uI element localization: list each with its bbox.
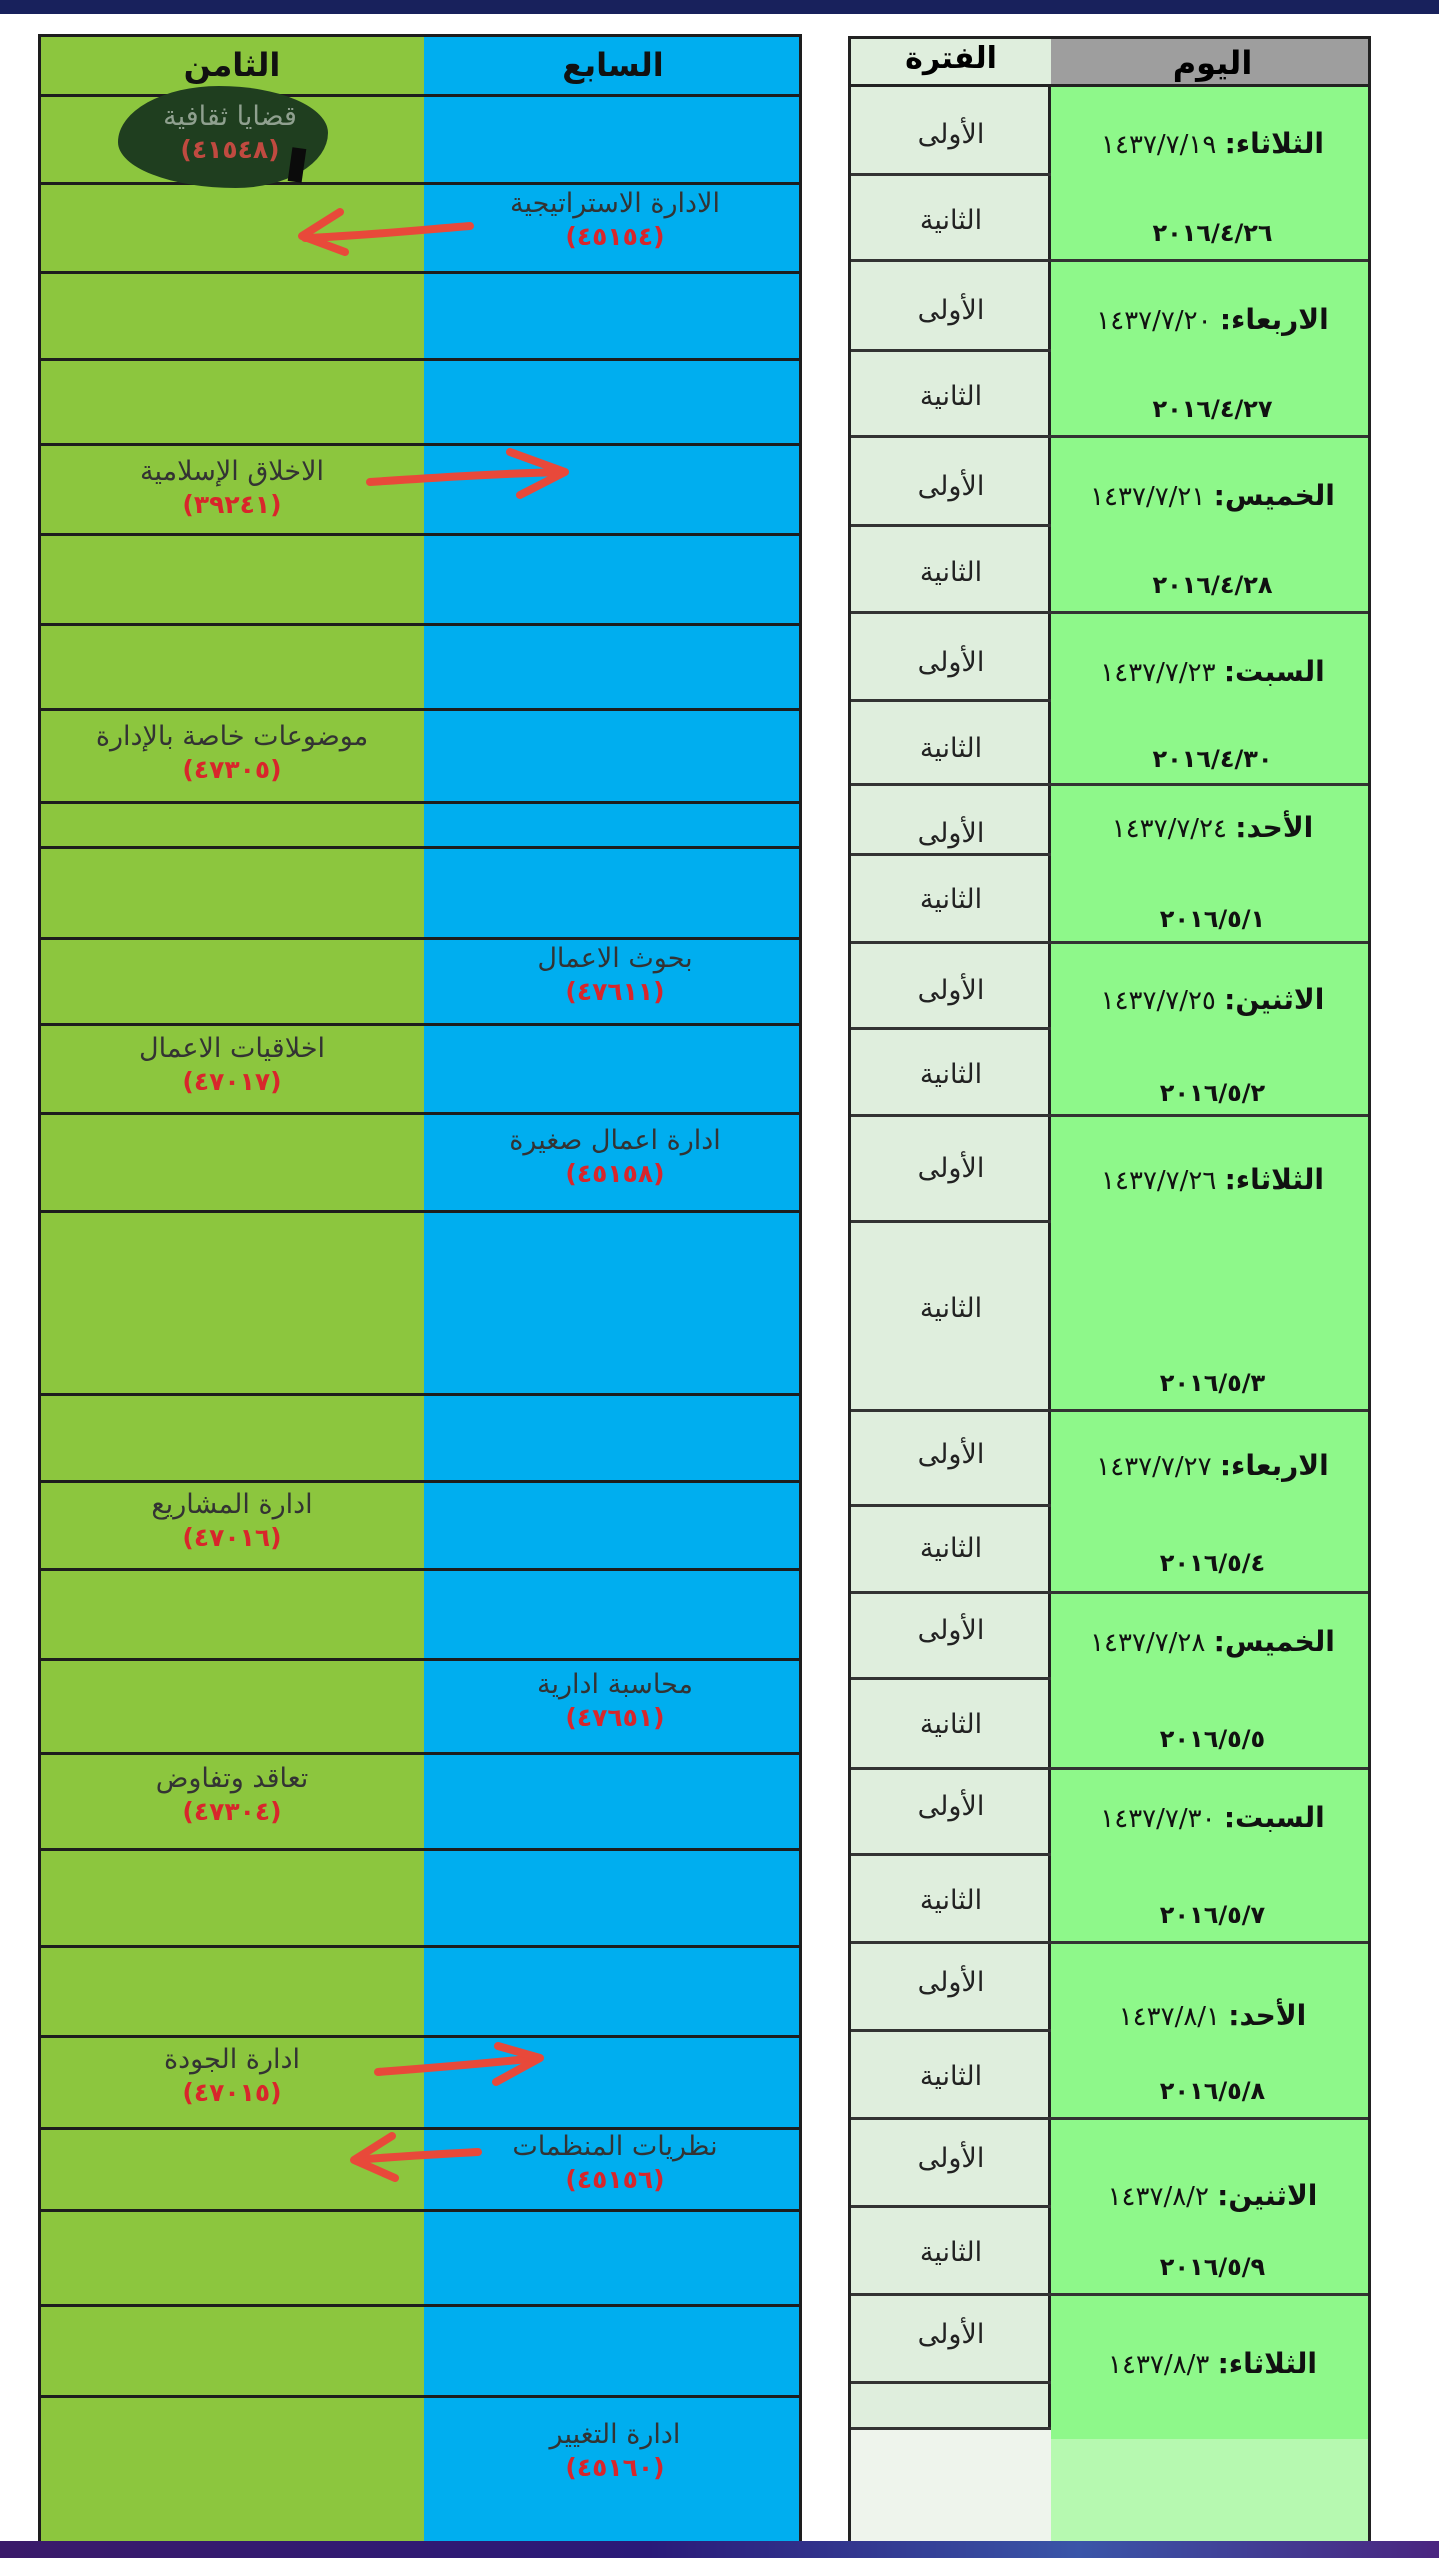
period-first: الأولى [917, 975, 985, 1006]
course-code: (٤٥١٥٤) [565, 221, 665, 251]
course-name: اخلاقيات الاعمال [138, 1033, 326, 1064]
hijri-date: ١٤٣٧/٧/٢٠ [1096, 306, 1212, 336]
gregorian-date: ٢٠١٦/٥/٩ [1159, 2253, 1266, 2281]
eighth-level-column [40, 36, 427, 2556]
period-first: الأولى [917, 1967, 985, 1998]
day-divider [851, 611, 1371, 614]
day-hijri-date [1051, 127, 1371, 160]
course-name: تعاقد وتفاوض [155, 1763, 309, 1794]
course-cell [40, 455, 424, 520]
course-name: ادارة التغيير [549, 2419, 681, 2450]
eighth-level-header: الثامن [183, 46, 281, 84]
day-hijri-date [1051, 1801, 1371, 1834]
period-first: الأولى [917, 295, 985, 326]
day-name: الثلاثاء: [1224, 1163, 1324, 1196]
hijri-date: ١٤٣٧/٧/٢١ [1090, 482, 1206, 512]
course-cell [440, 1124, 790, 1189]
period-first: الأولى [917, 1439, 985, 1470]
hijri-date: ١٤٣٧/٧/٢٧ [1096, 1452, 1212, 1482]
row-divider [40, 358, 802, 361]
period-divider [851, 1220, 1051, 1223]
hijri-date: ١٤٣٧/٨/٣ [1108, 2350, 1210, 2380]
day-name: الأحد: [1235, 811, 1314, 844]
course-cell [440, 1668, 790, 1733]
period-second: الثانية [919, 1059, 983, 1090]
day-hijri-date [1051, 1449, 1371, 1482]
course-code: (٤٧٦٥١) [565, 1702, 665, 1732]
row-divider [40, 2395, 802, 2398]
day-hijri-date [1051, 811, 1371, 844]
row-divider [40, 1112, 802, 1115]
row-divider [40, 2209, 802, 2212]
row-divider [40, 1393, 802, 1396]
day-hijri-date [1051, 983, 1371, 1016]
day-name: السبت: [1223, 655, 1325, 688]
period-first: الأولى [917, 818, 985, 849]
gregorian-date: ٢٠١٦/٤/٣٠ [1152, 745, 1273, 773]
day-name: الأحد: [1228, 1999, 1307, 2032]
day-divider [851, 1409, 1371, 1412]
course-cell [40, 1032, 424, 1097]
course-code: (٤١٥٤٨) [180, 134, 280, 164]
day-divider [851, 1114, 1371, 1117]
course-cell [440, 942, 790, 1007]
course-name: ادارة اعمال صغيرة [509, 1125, 721, 1156]
hijri-date: ١٤٣٧/٧/٢٦ [1101, 1166, 1217, 1196]
period-first: الأولى [917, 471, 985, 502]
day-name: الثلاثاء: [1217, 2347, 1317, 2380]
row-divider [40, 623, 802, 626]
day-divider [851, 783, 1371, 786]
row-divider [40, 801, 802, 804]
gregorian-date: ٢٠١٦/٤/٢٨ [1152, 571, 1273, 599]
course-name: قضايا ثقافية [163, 101, 297, 132]
course-cell [440, 187, 790, 252]
course-code: (٣٩٢٤١) [182, 489, 282, 519]
period-second: الثانية [919, 2061, 983, 2092]
course-cell [440, 2418, 790, 2483]
day-divider [851, 259, 1371, 262]
day-name: الاربعاء: [1219, 303, 1329, 336]
row-divider [40, 846, 802, 849]
gregorian-date: ٢٠١٦/٥/٧ [1159, 1901, 1266, 1929]
gregorian-date: ٢٠١٦/٤/٢٧ [1152, 395, 1273, 423]
course-cell [70, 100, 390, 165]
hijri-date: ١٤٣٧/٨/٢ [1107, 2182, 1209, 2212]
row-divider [40, 937, 802, 940]
period-first: الأولى [917, 2143, 985, 2174]
course-name: محاسبة ادارية [536, 1669, 693, 1700]
day-hijri-date [1051, 655, 1371, 688]
hijri-date: ١٤٣٧/٧/٢٥ [1100, 986, 1216, 1016]
period-first: الأولى [917, 1153, 985, 1184]
period-divider [851, 2381, 1051, 2384]
day-divider [851, 2117, 1371, 2120]
course-name: نظريات المنظمات [512, 2131, 718, 2162]
gregorian-date: ٢٠١٦/٥/٤ [1159, 1549, 1266, 1577]
period-header: الفترة [851, 39, 1051, 87]
row-divider [40, 708, 802, 711]
schedule-table [848, 36, 1371, 2556]
day-hijri-date [1051, 303, 1371, 336]
day-name: الاربعاء: [1219, 1449, 1329, 1482]
day-name: الاثنين: [1217, 2179, 1318, 2212]
course-code: (٤٧٠١٦) [182, 1522, 282, 1552]
day-divider [851, 2293, 1371, 2296]
day-name: الثلاثاء: [1224, 127, 1324, 160]
day-name: الاثنين: [1224, 983, 1325, 1016]
course-name: ادارة الجودة [163, 2044, 301, 2075]
day-name: الخميس: [1213, 1625, 1335, 1658]
day-hijri-date [1051, 1999, 1371, 2032]
course-name: الاخلاق الإسلامية [140, 456, 324, 487]
row-divider [40, 1752, 802, 1755]
day-hijri-date [1051, 2347, 1371, 2380]
gregorian-date: ٢٠١٦/٥/٢ [1159, 1079, 1266, 1107]
gregorian-date: ٢٠١٦/٤/٢٦ [1152, 219, 1273, 247]
row-divider [40, 443, 802, 446]
row-divider [40, 1210, 802, 1213]
hijri-date: ١٤٣٧/٧/٢٣ [1100, 658, 1216, 688]
period-second: الثانية [919, 884, 983, 915]
gregorian-date: ٢٠١٦/٥/٥ [1159, 1725, 1266, 1753]
period-second: الثانية [919, 2237, 983, 2268]
seventh-level-header: السابع [562, 46, 664, 84]
period-divider [851, 2205, 1051, 2208]
period-first: الأولى [917, 1615, 985, 1646]
period-divider [851, 1853, 1051, 1856]
day-divider [851, 435, 1371, 438]
period-second: الثانية [919, 1533, 983, 1564]
hijri-date: ١٤٣٧/٧/٢٨ [1090, 1628, 1206, 1658]
period-divider [851, 524, 1051, 527]
hijri-date: ١٤٣٧/٧/٢٤ [1111, 814, 1227, 844]
course-code: (٤٥١٥٨) [565, 1158, 665, 1188]
course-name: بحوث الاعمال [537, 943, 693, 974]
period-divider [851, 349, 1051, 352]
row-divider [40, 182, 802, 185]
day-divider [851, 1941, 1371, 1944]
gregorian-date: ٢٠١٦/٥/٨ [1159, 2077, 1266, 2105]
row-divider [40, 2035, 802, 2038]
day-divider [851, 1767, 1371, 1770]
course-code: (٤٥١٦٠) [565, 2452, 665, 2482]
period-first: الأولى [917, 2319, 985, 2350]
course-code: (٤٧٦١١) [565, 976, 665, 1006]
period-first: الأولى [917, 119, 985, 150]
period-divider [851, 1677, 1051, 1680]
row-divider [40, 533, 802, 536]
period-first: الأولى [917, 1791, 985, 1822]
day-hijri-date [1051, 1163, 1371, 1196]
period-divider [851, 1027, 1051, 1030]
course-cell [440, 2130, 790, 2195]
hijri-date: ١٤٣٧/٧/٣٠ [1100, 1804, 1216, 1834]
period-second: الثانية [919, 1885, 983, 1916]
day-hijri-date [1051, 1625, 1371, 1658]
period-divider [851, 853, 1051, 856]
period-second: الثانية [919, 381, 983, 412]
day-divider [851, 1591, 1371, 1594]
period-second: الثانية [919, 1293, 983, 1324]
row-divider [40, 1023, 802, 1026]
course-cell [40, 720, 424, 785]
row-divider [40, 271, 802, 274]
row-divider [40, 1848, 802, 1851]
period-first: الأولى [917, 647, 985, 678]
row-divider [40, 1945, 802, 1948]
gregorian-date: ٢٠١٦/٥/٣ [1159, 1369, 1266, 1397]
course-code: (٤٥١٥٦) [565, 2164, 665, 2194]
day-hijri-date [1051, 479, 1371, 512]
day-header: اليوم [1051, 39, 1371, 87]
faded-period-cell [851, 2427, 1051, 2556]
row-divider [40, 2304, 802, 2307]
hijri-date: ١٤٣٧/٨/١ [1118, 2002, 1221, 2032]
course-name: ادارة المشاريع [151, 1489, 313, 1520]
period-divider [851, 173, 1051, 176]
period-divider [851, 699, 1051, 702]
period-second: الثانية [919, 557, 983, 588]
faded-day-cell [1051, 2439, 1371, 2556]
period-second: الثانية [919, 1709, 983, 1740]
course-name: الادارة الاستراتيجية [510, 188, 720, 219]
day-divider [851, 941, 1371, 944]
course-code: (٤٧٠١٥) [182, 2077, 282, 2107]
day-name: السبت: [1223, 1801, 1325, 1834]
course-code: (٤٧٣٠٥) [182, 754, 282, 784]
row-divider [40, 1568, 802, 1571]
course-cell [40, 1488, 424, 1553]
day-name: الخميس: [1213, 479, 1335, 512]
course-cell [40, 1762, 424, 1827]
period-second: الثانية [919, 205, 983, 236]
course-code: (٤٧٠١٧) [182, 1066, 282, 1096]
period-second: الثانية [919, 733, 983, 764]
day-hijri-date [1051, 2179, 1371, 2212]
period-divider [851, 2029, 1051, 2032]
course-name: موضوعات خاصة بالإدارة [95, 721, 369, 752]
gregorian-date: ٢٠١٦/٥/١ [1159, 905, 1266, 933]
hijri-date: ١٤٣٧/٧/١٩ [1101, 130, 1217, 160]
row-divider [40, 1658, 802, 1661]
bottom-navigation-bar [0, 2541, 1439, 2558]
course-code: (٤٧٣٠٤) [182, 1796, 282, 1826]
row-divider [40, 94, 802, 97]
period-divider [851, 1504, 1051, 1507]
course-cell [40, 2043, 424, 2108]
top-status-bar [0, 0, 1439, 14]
row-divider [40, 1480, 802, 1483]
